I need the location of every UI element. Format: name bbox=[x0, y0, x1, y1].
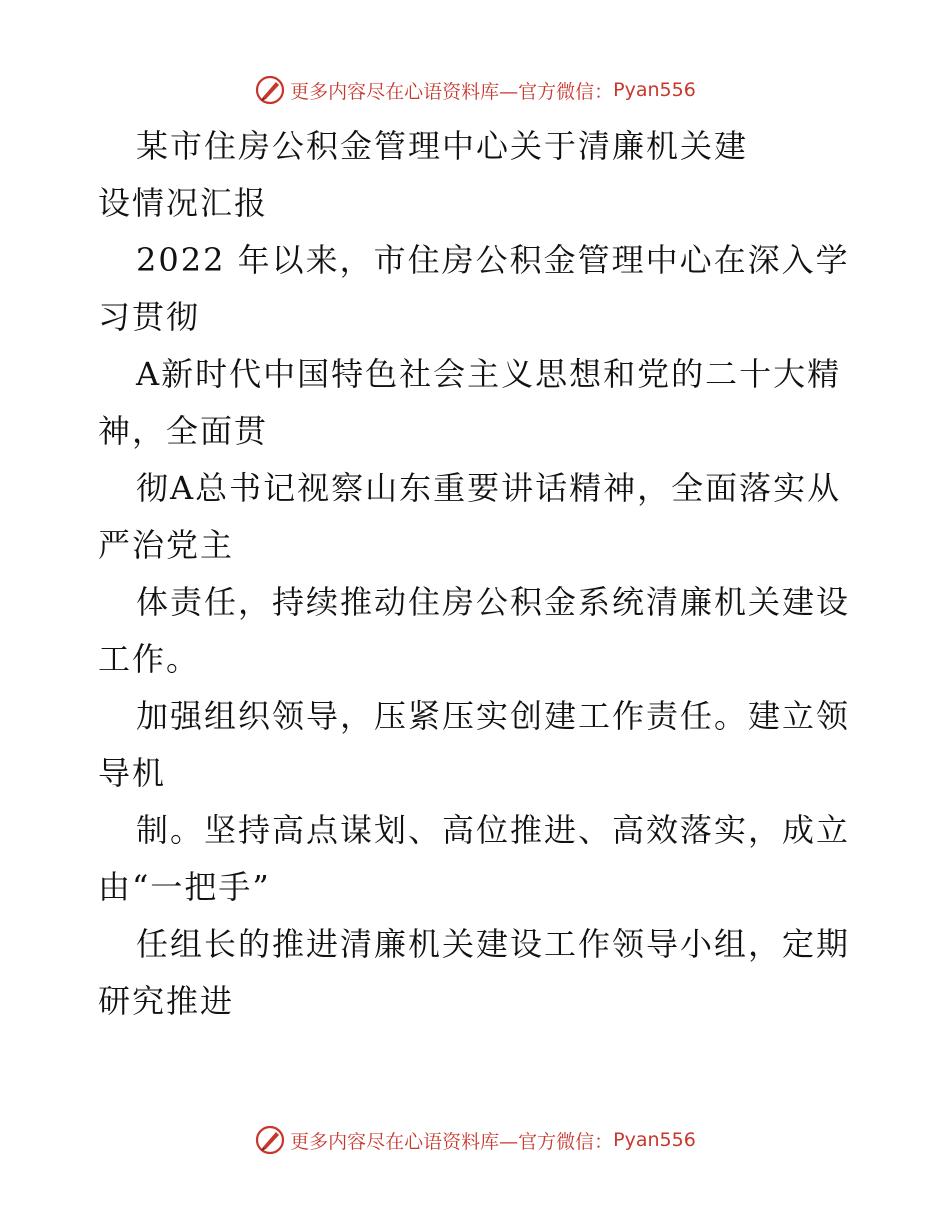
paragraph-continuation-line: 神，全面贯 bbox=[98, 412, 269, 450]
banner-text: 更多内容尽在心语资料库—官方微信： bbox=[290, 80, 614, 103]
paragraph-first-line: A新时代中国特色社会主义思想和党的二十大精 bbox=[136, 355, 842, 393]
paragraph-continuation-line: 习贯彻 bbox=[98, 298, 201, 336]
header-banner bbox=[0, 70, 950, 110]
paragraph-first-line: 彻A总书记视察山东重要讲话精神，全面落实从 bbox=[136, 469, 842, 507]
paragraph-continuation-line: 导机 bbox=[98, 754, 167, 792]
paragraph-first-line: 2022 年以来，市住房公积金管理中心在深入学 bbox=[136, 241, 850, 279]
paragraph-continuation-line: 设情况汇报 bbox=[98, 184, 269, 222]
paragraph-continuation-line: 严治党主 bbox=[98, 526, 235, 564]
paragraph-continuation-line: 研究推进 bbox=[98, 982, 235, 1020]
paragraph-first-line: 加强组织领导，压紧压实创建工作责任。建立领 bbox=[136, 697, 851, 735]
paragraph-first-line: 制。坚持高点谋划、高位推进、高效落实，成立 bbox=[136, 811, 851, 849]
paragraph-first-line: 体责任，持续推动住房公积金系统清廉机关建设 bbox=[136, 583, 851, 621]
quill-logo-icon bbox=[254, 1124, 286, 1156]
paragraph-first-line: 某市住房公积金管理中心关于清廉机关建 bbox=[136, 127, 749, 165]
banner-text: 更多内容尽在心语资料库—官方微信： bbox=[290, 1130, 614, 1153]
paragraph-continuation-line: 工作。 bbox=[98, 640, 201, 678]
footer-banner bbox=[0, 1120, 950, 1160]
document-body bbox=[98, 118, 858, 1030]
banner-wechat-id: Pyan556 bbox=[613, 1129, 696, 1151]
paragraph-first-line: 任组长的推进清廉机关建设工作领导小组，定期 bbox=[136, 925, 851, 963]
paragraph-continuation-line: 由“一把手” bbox=[98, 868, 271, 906]
quill-logo-icon bbox=[254, 74, 286, 106]
banner-wechat-id: Pyan556 bbox=[613, 79, 696, 101]
